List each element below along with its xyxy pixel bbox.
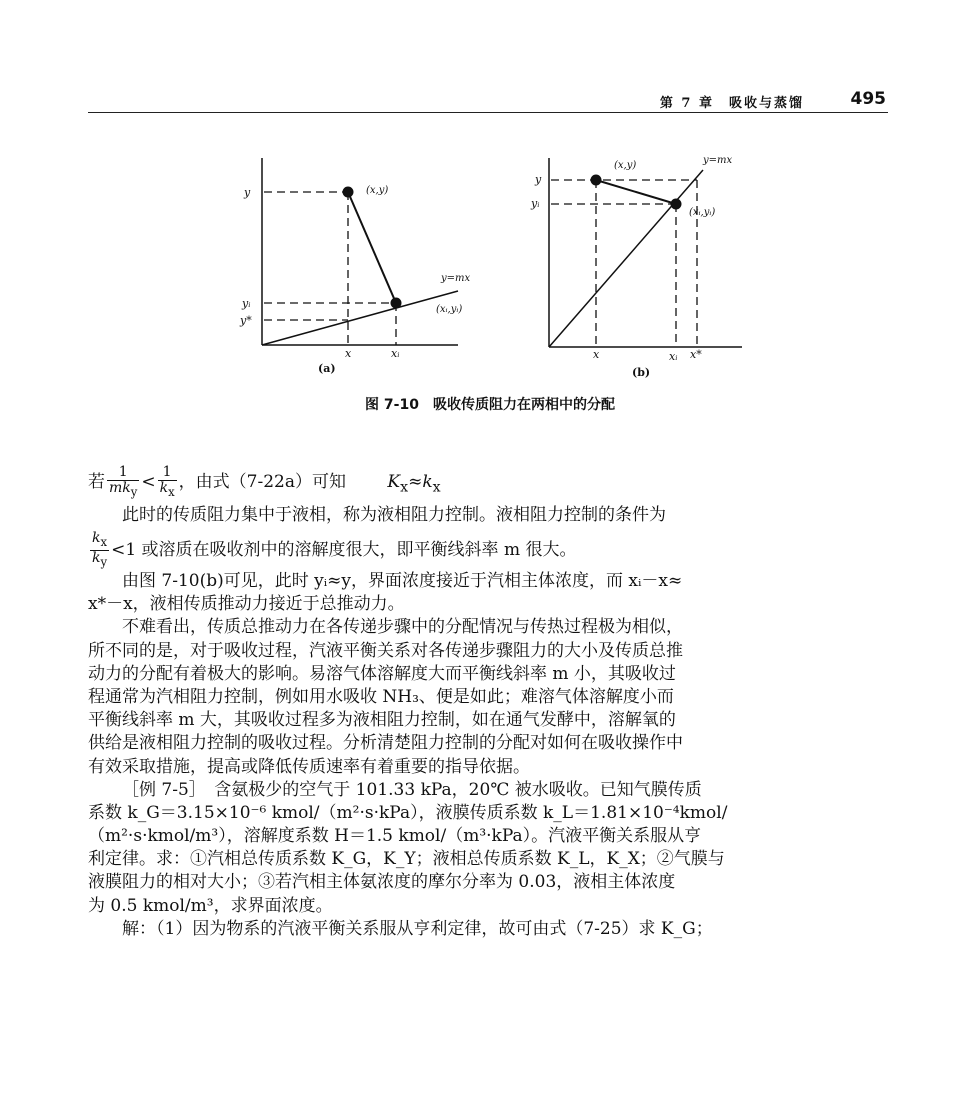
paragraph-line: $\frac{k_x}{k_y}$ <1 或溶质在吸收剂中的溶解度很大，即平衡线斜率 m 很大。 bbox=[92, 530, 577, 569]
body-text bbox=[88, 460, 888, 941]
label-line-b: y=mx bbox=[703, 155, 733, 166]
paragraph-line: 此时的传质阻力集中于液相，称为液相阻力控制。液相阻力控制的条件为 bbox=[122, 505, 666, 525]
label-bulk-a: (x,y) bbox=[366, 185, 389, 196]
fraction-1-mky: $\frac{1}{mk_y}$ bbox=[109, 464, 138, 499]
figure-7-10 bbox=[0, 0, 980, 400]
example-line: 系数 k_G＝3.15×10⁻⁶ kmol/（m²·s·kPa），液膜传质系数 k_L＝1.81×10⁻⁴kmol/ bbox=[88, 802, 728, 823]
panel-label-a: (a) bbox=[318, 362, 336, 375]
paragraph-line: 所不同的是，对于吸收过程，汽液平衡关系对各传递步骤阻力的大小及传质总推 bbox=[88, 640, 683, 661]
fraction-kx-ky: $\frac{k_x}{k_y}$ bbox=[92, 530, 108, 569]
equilibrium-line-a bbox=[262, 291, 458, 345]
interface-point-a bbox=[391, 298, 401, 308]
interface-point-b bbox=[671, 199, 681, 209]
fraction-1-kx: $\frac{1}{k_x}$ bbox=[159, 464, 175, 499]
panel-a bbox=[262, 158, 458, 345]
paragraph-line: x*－x，液相传质推动力接近于总推动力。 bbox=[88, 594, 405, 615]
example-line: 为 0.5 kmol/m³，求界面浓度。 bbox=[88, 895, 333, 916]
label-x-a: x bbox=[345, 347, 352, 360]
paragraph-line: 程通常为汽相阻力控制，例如用水吸收 NH₃、便是如此；难溶气体溶解度小而 bbox=[88, 686, 674, 707]
example-line: 液膜阻力的相对大小；③若汽相主体氨浓度的摩尔分率为 0.03，液相主体浓度 bbox=[88, 872, 676, 893]
chapter-title: 第 7 章 吸收与蒸馏 bbox=[659, 96, 804, 111]
example-line: （m²·s·kmol/m³），溶解度系数 H＝1.5 kmol/（m³·kPa）。汽液平衡关系服从亨 bbox=[88, 826, 702, 847]
label-x-b: x bbox=[593, 348, 600, 361]
equilibrium-line-b bbox=[549, 170, 703, 347]
paragraph-line: 平衡线斜率 m 大，其吸收过程多为液相阻力控制，如在通气发酵中，溶解氧的 bbox=[88, 710, 676, 731]
label-interface-b: (xᵢ,yᵢ) bbox=[689, 207, 716, 218]
driving-force-line-a bbox=[348, 192, 396, 303]
label-y-a: y bbox=[244, 186, 251, 199]
label-ystar-a: y* bbox=[240, 314, 252, 327]
paragraph-line: 由图 7-10(b)可见，此时 yᵢ≈y，界面浓度接近于汽相主体浓度，而 xᵢ－x≈ bbox=[122, 571, 683, 591]
label-line-a: y=mx bbox=[441, 273, 471, 284]
label-yi-b: yᵢ bbox=[531, 197, 540, 210]
label-y-b: y bbox=[535, 173, 542, 186]
example-line: ［例 7-5］ 含氨极少的空气于 101.33 kPa，20℃ 被水吸收。已知气膜传质 bbox=[122, 779, 702, 800]
label-xi-a: xᵢ bbox=[391, 347, 400, 360]
paragraph-line: 有效采取措施，提高或降低传质速率有着重要的指导依据。 bbox=[88, 756, 530, 777]
driving-force-line-b bbox=[596, 180, 676, 204]
label-bulk-b: (x,y) bbox=[614, 160, 637, 171]
formula-line: 若 $\frac{1}{mk_y}$ < $\frac{1}{k_x}$ ，由式（7-22a）可知 $K_x\approx k_x$ bbox=[88, 464, 441, 499]
paragraph-line: 不难看出，传质总推动力在各传递步骤中的分配情况与传热过程极为相似， bbox=[122, 617, 683, 638]
paragraph-line: 动力的分配有着极大的影响。易溶气体溶解度大而平衡线斜率 m 小，其吸收过 bbox=[88, 663, 676, 684]
text-ruo: 若 bbox=[88, 472, 105, 492]
figure-caption: 图 7-10 吸收传质阻力在两相中的分配 bbox=[365, 397, 615, 413]
panel-label-b: (b) bbox=[632, 366, 651, 379]
panel-b bbox=[549, 158, 742, 347]
bulk-point-a bbox=[343, 187, 353, 197]
label-yi-a: yᵢ bbox=[242, 297, 251, 310]
label-xi-b: xᵢ bbox=[669, 350, 678, 363]
solution-line: 解：（1）因为物系的汽液平衡关系服从亨利定律，故可由式（7-25）求 K_G； bbox=[122, 918, 713, 939]
example-line: 利定律。求：①汽相总传质系数 K_G，K_Y；液相总传质系数 K_L，K_X；②气膜与 bbox=[88, 849, 725, 870]
label-xstar-b: x* bbox=[690, 348, 702, 361]
bulk-point-b bbox=[591, 175, 601, 185]
page-number: 495 bbox=[850, 89, 886, 109]
label-interface-a: (xᵢ,yᵢ) bbox=[436, 304, 463, 315]
paragraph-line: 供给是液相阻力控制的吸收过程。分析清楚阻力控制的分配对如何在吸收操作中 bbox=[88, 733, 683, 754]
text-formula-ref: ，由式（7-22a）可知 bbox=[178, 472, 346, 492]
